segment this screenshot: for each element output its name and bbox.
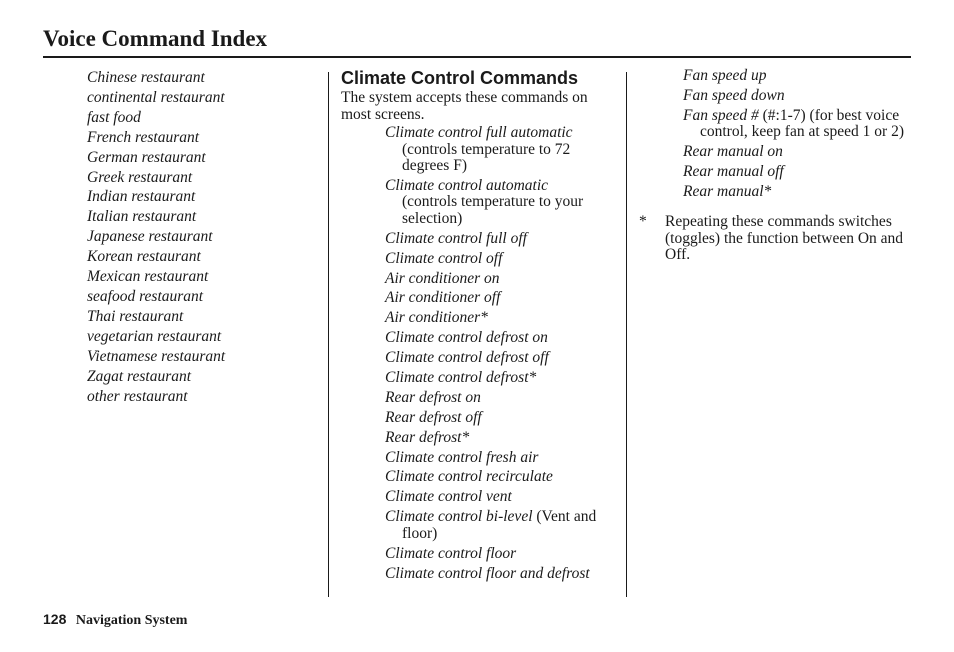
column-divider — [626, 72, 627, 597]
section-heading: Climate Control Commands — [341, 68, 579, 88]
list-item: French restaurant — [87, 128, 200, 146]
list-item: Indian restaurant — [87, 188, 196, 206]
command-item — [341, 290, 621, 307]
footnote-text: Repeating these commands switches (toggles) the function between On and Off. — [665, 213, 904, 264]
list-item: Japanese restaurant — [87, 228, 213, 246]
command-text: Climate control defrost off — [385, 349, 549, 367]
list-item: vegetarian restaurant — [87, 327, 222, 345]
command-text: Climate control bi-level — [385, 508, 533, 526]
list-item: seafood restaurant — [87, 287, 204, 305]
command-item — [341, 125, 621, 175]
footer-label: Navigation System — [75, 613, 188, 628]
footnote — [639, 214, 914, 264]
command-text: Rear defrost off — [385, 408, 482, 426]
command-text: Climate control vent — [385, 488, 512, 506]
command-item — [639, 68, 914, 85]
command-text: Climate control full automatic — [385, 124, 573, 141]
command-text: Fan speed down — [683, 86, 785, 104]
command-item — [341, 546, 621, 563]
list-item: German restaurant — [87, 148, 206, 166]
climate-control-section — [341, 68, 621, 585]
command-item — [341, 450, 621, 467]
section-intro: The system accepts these commands on most screens. — [341, 89, 588, 123]
command-item — [639, 144, 914, 161]
page-number: 128 — [43, 611, 67, 627]
list-item: fast food — [87, 108, 141, 126]
command-text: Rear manual on — [683, 143, 783, 161]
command-item — [341, 390, 621, 407]
list-item: Vietnamese restaurant — [87, 347, 226, 365]
list-item: Mexican restaurant — [87, 268, 209, 286]
command-text: Rear defrost* — [385, 428, 470, 446]
command-text: Climate control defrost* — [385, 369, 537, 387]
command-item — [341, 350, 621, 367]
command-text: Fan speed up — [683, 67, 767, 84]
footnote-mark: * — [639, 213, 647, 231]
command-text: Air conditioner* — [385, 309, 488, 327]
command-note: (Vent and floor) — [402, 508, 597, 542]
command-text: Air conditioner off — [385, 289, 501, 307]
command-item — [341, 330, 621, 347]
command-item — [341, 430, 621, 447]
command-text: Rear manual off — [683, 163, 784, 181]
command-text: Climate control floor and defrost — [385, 564, 590, 582]
list-item: Korean restaurant — [87, 248, 201, 266]
title-divider — [43, 56, 911, 58]
command-note: (controls temperature to your selection) — [402, 193, 584, 227]
command-item — [341, 271, 621, 288]
page-footer — [43, 611, 187, 629]
command-text: Rear defrost on — [385, 388, 481, 406]
command-item — [639, 164, 914, 181]
command-text: Air conditioner on — [385, 269, 500, 287]
command-text: Climate control floor — [385, 544, 517, 562]
command-item — [341, 310, 621, 327]
command-item — [639, 108, 914, 141]
list-item: Chinese restaurant — [87, 69, 205, 86]
command-item — [341, 469, 621, 486]
command-text: Climate control off — [385, 249, 503, 267]
list-item: Greek restaurant — [87, 168, 193, 186]
list-item: other restaurant — [87, 387, 188, 405]
command-item — [341, 410, 621, 427]
fan-commands-section — [639, 68, 914, 264]
command-text: Climate control automatic — [385, 176, 549, 194]
list-item: Thai restaurant — [87, 307, 184, 325]
command-item — [341, 509, 621, 542]
command-item — [341, 489, 621, 506]
command-item — [341, 231, 621, 248]
command-text: Climate control recirculate — [385, 468, 553, 486]
command-note: (controls temperature to 72 degrees F) — [402, 140, 571, 174]
restaurant-list — [87, 68, 317, 406]
command-item — [341, 251, 621, 268]
command-text: Climate control defrost on — [385, 329, 548, 347]
command-text: Climate control full off — [385, 229, 527, 247]
list-item: continental restaurant — [87, 88, 225, 106]
command-item — [639, 88, 914, 105]
list-item: Italian restaurant — [87, 208, 197, 226]
command-text: Rear manual* — [683, 182, 772, 200]
command-note: (#:1-7) (for best voice control, keep fan at speed 1 or 2) — [700, 106, 905, 141]
command-text: Climate control fresh air — [385, 448, 539, 466]
command-item — [639, 184, 914, 201]
command-item — [341, 370, 621, 387]
command-text: Fan speed # — [683, 106, 759, 124]
page-title: Voice Command Index — [43, 26, 268, 51]
command-item — [341, 178, 621, 228]
column-divider — [328, 72, 329, 597]
command-item — [341, 566, 621, 583]
list-item: Zagat restaurant — [87, 367, 192, 385]
